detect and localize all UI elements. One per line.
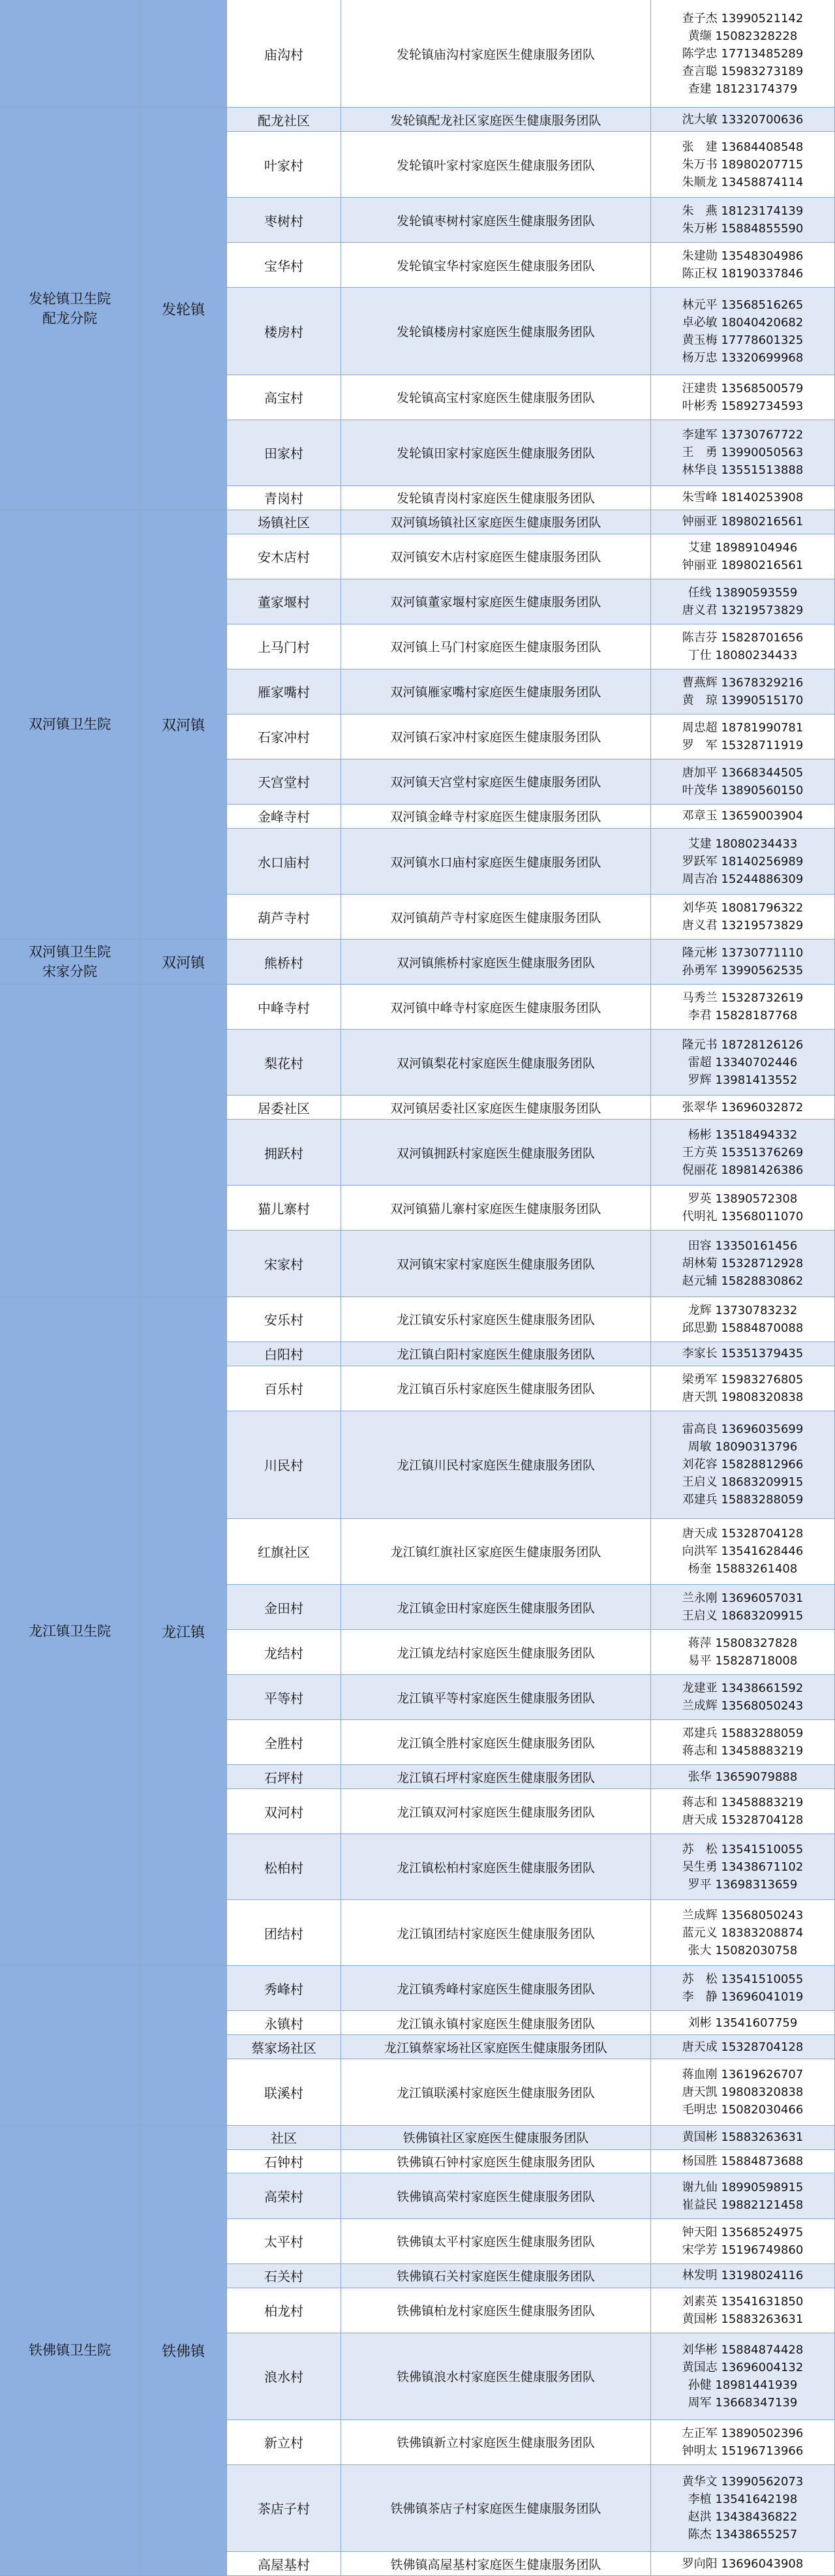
hospital-name-cell [0, 0, 140, 108]
team-members-cell [651, 1030, 835, 1096]
team-members-cell [651, 2059, 835, 2125]
team-member: 吴生勇 13438671102 [682, 1860, 804, 1874]
team-member: 邓建兵 15883288059 [682, 1726, 804, 1741]
team-name-cell: 龙江镇蔡家场社区家庭医生健康服务团队 [341, 2035, 651, 2059]
village-name-cell: 浪水村 [227, 2333, 341, 2420]
team-member: 唐义君 13219573829 [682, 919, 804, 933]
team-member: 谢九仙 18990598915 [682, 2180, 804, 2194]
team-name-cell: 龙江镇金田村家庭医生健康服务团队 [341, 1585, 651, 1630]
team-members-cell [651, 624, 835, 669]
village-name-cell: 安木店村 [227, 534, 341, 579]
hospital-name-cell [0, 1966, 140, 2125]
team-members-cell [651, 1630, 835, 1675]
village-name-cell: 梨花村 [227, 1030, 341, 1096]
team-member: 沈大敏 13320700636 [682, 112, 804, 127]
team-member: 唐天成 15328704128 [682, 2040, 804, 2054]
team-members-cell [651, 1342, 835, 1366]
team-member: 黄玉梅 17778601325 [682, 333, 804, 347]
team-members-cell [651, 759, 835, 805]
team-member: 杨奎 15883261408 [688, 1562, 798, 1576]
team-member: 张翠华 13696032872 [682, 1100, 804, 1114]
team-member: 雷超 13340702446 [688, 1055, 798, 1069]
team-member: 张 建 13684408548 [682, 140, 804, 154]
village-name-cell: 红旗社区 [227, 1519, 341, 1585]
team-member: 唐加平 13668344505 [682, 765, 804, 780]
team-member: 钟丽亚 18980216561 [682, 558, 804, 572]
team-name-cell: 发轮镇叶家村家庭医生健康服务团队 [341, 132, 651, 198]
team-member: 杨万忠 13320699968 [682, 350, 804, 365]
town-name-cell [140, 985, 227, 1296]
team-name-cell: 双河镇葫芦寺村家庭医生健康服务团队 [341, 895, 651, 940]
team-member: 刘花容 15828812966 [682, 1458, 804, 1472]
team-member: 胡林菊 15328712928 [682, 1257, 804, 1271]
team-member: 马秀兰 15328732619 [682, 991, 804, 1005]
team-name-cell: 龙江镇全胜村家庭医生健康服务团队 [341, 1720, 651, 1765]
team-members-cell [651, 1096, 835, 1120]
team-name-cell: 发轮镇楼房村家庭医生健康服务团队 [341, 288, 651, 375]
team-name-cell: 龙江镇双河村家庭医生健康服务团队 [341, 1789, 651, 1834]
team-name-cell: 双河镇雁家嘴村家庭医生健康服务团队 [341, 669, 651, 714]
team-member: 陈吉芬 15828701656 [682, 630, 804, 645]
team-members-cell [651, 2035, 835, 2059]
team-member: 隆元彬 13730771110 [682, 946, 804, 960]
village-name-cell: 庙沟村 [227, 0, 341, 108]
team-members-cell [651, 985, 835, 1030]
village-name-cell: 松柏村 [227, 1834, 341, 1900]
team-member: 蒋血刚 13619626707 [682, 2067, 804, 2081]
team-name-cell: 龙江镇川民村家庭医生健康服务团队 [341, 1411, 651, 1519]
team-member: 查子杰 13990521142 [682, 11, 804, 25]
team-name-cell: 双河镇石家冲村家庭医生健康服务团队 [341, 714, 651, 759]
team-member: 周吉冶 15244886309 [682, 872, 804, 886]
team-name-cell: 龙江镇松柏村家庭医生健康服务团队 [341, 1834, 651, 1900]
team-members-cell [651, 375, 835, 420]
team-member: 林元平 13568516265 [682, 298, 804, 312]
hospital-name-cell: 发轮镇卫生院 配龙分院 [0, 108, 140, 510]
team-name-cell: 龙江镇联溪村家庭医生健康服务团队 [341, 2059, 651, 2125]
village-name-cell: 太平村 [227, 2219, 341, 2264]
team-member: 苏 松 13541510055 [682, 1842, 804, 1856]
team-member: 任线 13890593559 [688, 585, 798, 600]
team-members-cell [651, 1900, 835, 1966]
village-name-cell: 金田村 [227, 1585, 341, 1630]
team-member: 孙健 18981441939 [688, 2378, 798, 2392]
team-members-cell [651, 2219, 835, 2264]
town-name-cell: 双河镇 [140, 940, 227, 985]
team-member: 毛明忠 15082030466 [682, 2102, 804, 2117]
team-members-cell [651, 1585, 835, 1630]
team-member: 陈正权 18190337846 [682, 267, 804, 281]
town-name-cell: 发轮镇 [140, 108, 227, 510]
team-member: 代明礼 13568011070 [682, 1210, 804, 1224]
team-members-cell [651, 669, 835, 714]
team-name-cell: 龙江镇红旗社区家庭医生健康服务团队 [341, 1519, 651, 1585]
team-name-cell: 龙江镇白阳村家庭医生健康服务团队 [341, 1342, 651, 1366]
team-name-cell: 双河镇居委社区家庭医生健康服务团队 [341, 1096, 651, 1120]
team-name-cell: 双河镇中峰寺村家庭医生健康服务团队 [341, 985, 651, 1030]
team-member: 罗辉 13981413552 [688, 1073, 798, 1087]
team-members-cell [651, 2264, 835, 2288]
team-members-cell [651, 420, 835, 486]
team-member: 龙辉 13730783232 [688, 1303, 798, 1317]
village-name-cell: 猫儿寨村 [227, 1186, 341, 1231]
team-member: 倪丽花 18981426386 [682, 1163, 804, 1177]
team-members-cell [651, 2465, 835, 2552]
team-name-cell: 双河镇董家堰村家庭医生健康服务团队 [341, 579, 651, 624]
village-name-cell: 白阳村 [227, 1342, 341, 1366]
team-members-cell [651, 1966, 835, 2011]
team-name-cell: 发轮镇青岗村家庭医生健康服务团队 [341, 486, 651, 510]
team-name-cell: 双河镇宋家村家庭医生健康服务团队 [341, 1231, 651, 1296]
team-name-cell: 双河镇天宫堂村家庭医生健康服务团队 [341, 759, 651, 805]
team-member: 易平 15828718008 [688, 1654, 798, 1668]
village-name-cell: 田家村 [227, 420, 341, 486]
team-members-cell [651, 534, 835, 579]
team-members-cell [651, 510, 835, 534]
village-name-cell: 高屋基村 [227, 2552, 341, 2576]
team-name-cell: 双河镇水口庙村家庭医生健康服务团队 [341, 829, 651, 895]
town-name-cell: 铁佛镇 [140, 2126, 227, 2576]
team-member: 查建 18123174379 [688, 82, 798, 96]
team-member: 罗平 13698313659 [688, 1877, 798, 1892]
team-member: 赵元辅 15828830862 [682, 1274, 804, 1289]
team-member: 隆元书 18728126126 [682, 1037, 804, 1052]
team-members-cell [651, 2333, 835, 2420]
hospital-name-cell: 铁佛镇卫生院 [0, 2126, 140, 2576]
village-name-cell: 中峰寺村 [227, 985, 341, 1030]
team-member: 黄华文 13990562073 [682, 2474, 804, 2489]
village-name-cell: 石钟村 [227, 2150, 341, 2174]
village-name-cell: 场镇社区 [227, 510, 341, 534]
team-member: 孙勇军 13990562535 [682, 964, 804, 978]
team-member: 王方英 15351376269 [682, 1145, 804, 1159]
team-members-cell [651, 1186, 835, 1231]
team-member: 崔益民 19882121458 [682, 2198, 804, 2212]
team-member: 周敏 18090313796 [688, 1440, 798, 1454]
team-member: 艾建 18989104946 [688, 540, 798, 555]
team-member: 黄国彬 15883263631 [682, 2130, 804, 2145]
team-member: 雷高良 13696035699 [682, 1422, 804, 1437]
team-members-cell [651, 1519, 835, 1585]
village-name-cell: 高荣村 [227, 2174, 341, 2219]
village-name-cell: 茶店子村 [227, 2465, 341, 2552]
village-name-cell: 石坪村 [227, 1765, 341, 1789]
team-member: 黄缬 15082328228 [688, 29, 798, 43]
team-member: 李君 15828187768 [688, 1009, 798, 1023]
team-name-cell: 双河镇猫儿寨村家庭医生健康服务团队 [341, 1186, 651, 1231]
town-name-cell [140, 1966, 227, 2125]
team-member: 刘华英 18081796322 [682, 901, 804, 915]
team-name-cell: 双河镇金峰寺村家庭医生健康服务团队 [341, 805, 651, 829]
village-name-cell: 龙结村 [227, 1630, 341, 1675]
village-name-cell: 双河村 [227, 1789, 341, 1834]
team-name-cell: 双河镇梨花村家庭医生健康服务团队 [341, 1030, 651, 1096]
team-members-cell [651, 714, 835, 759]
team-name-cell: 铁佛镇社区家庭医生健康服务团队 [341, 2126, 651, 2150]
team-name-cell: 双河镇场镇社区家庭医生健康服务团队 [341, 510, 651, 534]
team-name-cell: 龙江镇永镇村家庭医生健康服务团队 [341, 2012, 651, 2036]
team-member: 罗 军 15328711919 [682, 738, 804, 752]
team-member: 丁仕 18080234433 [688, 648, 798, 662]
team-name-cell: 龙江镇龙结村家庭医生健康服务团队 [341, 1630, 651, 1675]
team-members-cell [651, 895, 835, 940]
team-members-cell [651, 198, 835, 243]
team-member: 王启义 18683209915 [682, 1475, 804, 1490]
village-name-cell: 百乐村 [227, 1366, 341, 1411]
team-name-cell: 发轮镇庙沟村家庭医生健康服务团队 [341, 0, 651, 108]
team-member: 叶茂华 13890560150 [682, 783, 804, 797]
team-member: 卓必敏 18040420682 [682, 315, 804, 330]
team-member: 汪建贵 13568500579 [682, 381, 804, 395]
village-name-cell: 宝华村 [227, 243, 341, 288]
team-member: 曹燕辉 13678329216 [682, 675, 804, 690]
team-member: 左正军 13890502396 [682, 2426, 804, 2440]
team-member: 黄 琼 13990515170 [682, 693, 804, 707]
team-member: 邓建兵 15883288059 [682, 1493, 804, 1507]
team-name-cell: 发轮镇高宝村家庭医生健康服务团队 [341, 375, 651, 420]
team-member: 李 静 13696041019 [682, 1990, 804, 2004]
team-name-cell: 双河镇拥跃村家庭医生健康服务团队 [341, 1120, 651, 1186]
team-name-cell: 发轮镇配龙社区家庭医生健康服务团队 [341, 108, 651, 132]
team-member: 刘华彬 15884874428 [682, 2342, 804, 2357]
team-member: 李建军 13730767722 [682, 428, 804, 442]
village-name-cell: 天宫堂村 [227, 759, 341, 805]
team-member: 罗向阳 13696043908 [682, 2556, 804, 2571]
team-members-cell [651, 2012, 835, 2036]
team-members-cell [651, 1231, 835, 1296]
team-member: 钟明太 15196713966 [682, 2444, 804, 2458]
village-name-cell: 川民村 [227, 1411, 341, 1519]
team-members-cell [651, 2174, 835, 2219]
team-members-cell [651, 2288, 835, 2333]
village-name-cell: 柏龙村 [227, 2288, 341, 2333]
team-members-cell [651, 940, 835, 985]
hospital-name-cell: 龙江镇卫生院 [0, 1297, 140, 1967]
team-name-cell: 铁佛镇石钟村家庭医生健康服务团队 [341, 2150, 651, 2174]
team-member: 朱顺龙 13458874114 [682, 175, 804, 189]
team-member: 蓝元义 18383208874 [682, 1925, 804, 1940]
team-member: 龙建亚 13438661592 [682, 1681, 804, 1696]
team-member: 朱万书 18980207715 [682, 157, 804, 172]
team-member: 赵洪 13438436822 [688, 2509, 798, 2524]
team-member: 田容 13350161456 [688, 1239, 798, 1253]
village-name-cell: 金峰寺村 [227, 805, 341, 829]
town-name-cell: 龙江镇 [140, 1297, 227, 1967]
team-members-cell [651, 1675, 835, 1720]
village-name-cell: 青岗村 [227, 486, 341, 510]
team-member: 张华 13659079888 [688, 1770, 798, 1784]
team-name-cell: 双河镇安木店村家庭医生健康服务团队 [341, 534, 651, 579]
village-name-cell: 上马门村 [227, 624, 341, 669]
village-name-cell: 平等村 [227, 1675, 341, 1720]
team-member: 林发明 13198024116 [682, 2269, 804, 2283]
team-member: 邱思勤 15884870088 [682, 1321, 804, 1335]
team-member: 向洪军 13541628446 [682, 1544, 804, 1559]
team-name-cell: 铁佛镇高屋基村家庭医生健康服务团队 [341, 2552, 651, 2576]
team-members-cell [651, 1411, 835, 1519]
village-name-cell: 秀峰村 [227, 1966, 341, 2011]
team-member: 刘彬 13541607759 [688, 2016, 798, 2030]
team-member: 杨彬 13518494332 [688, 1127, 798, 1142]
team-name-cell: 双河镇上马门村家庭医生健康服务团队 [341, 624, 651, 669]
village-name-cell: 葫芦寺村 [227, 895, 341, 940]
team-members-cell [651, 1720, 835, 1765]
team-member: 林华良 13551513888 [682, 463, 804, 478]
team-member: 蒋志和 13458883219 [682, 1744, 804, 1758]
team-member: 李植 13541642198 [688, 2492, 798, 2506]
team-name-cell: 龙江镇团结村家庭医生健康服务团队 [341, 1900, 651, 1966]
team-members-cell [651, 805, 835, 829]
team-member: 唐天凯 19808320838 [682, 1390, 804, 1404]
team-member: 刘素英 13541631850 [682, 2294, 804, 2308]
team-member: 蒋志和 13458883219 [682, 1796, 804, 1810]
village-name-cell: 雁家嘴村 [227, 669, 341, 714]
team-member: 张大 15082030758 [688, 1943, 798, 1957]
team-members-cell [651, 486, 835, 510]
town-name-cell [140, 0, 227, 108]
team-name-cell: 铁佛镇柏龙村家庭医生健康服务团队 [341, 2288, 651, 2333]
team-members-cell [651, 1297, 835, 1342]
team-member: 李家长 15351379435 [682, 1347, 804, 1361]
team-name-cell: 龙江镇安乐村家庭医生健康服务团队 [341, 1297, 651, 1342]
team-member: 唐义君 13219573829 [682, 603, 804, 617]
team-members-cell [651, 2420, 835, 2465]
team-member: 陈学忠 17713485289 [682, 46, 804, 61]
team-member: 唐天凯 19808320838 [682, 2085, 804, 2099]
team-members-cell [651, 132, 835, 198]
hospital-name-cell [0, 985, 140, 1296]
village-name-cell: 石关村 [227, 2264, 341, 2288]
village-name-cell: 社区 [227, 2126, 341, 2150]
team-name-cell: 发轮镇田家村家庭医生健康服务团队 [341, 420, 651, 486]
village-name-cell: 联溪村 [227, 2059, 341, 2125]
village-name-cell: 水口庙村 [227, 829, 341, 895]
team-member: 陈杰 13438655257 [688, 2527, 798, 2541]
village-name-cell: 新立村 [227, 2420, 341, 2465]
team-members-cell [651, 288, 835, 375]
village-name-cell: 高宝村 [227, 375, 341, 420]
town-name-cell: 双河镇 [140, 510, 227, 940]
team-member: 王 勇 13990050563 [682, 446, 804, 460]
team-member: 兰成辉 13568050243 [682, 1699, 804, 1713]
team-name-cell: 铁佛镇新立村家庭医生健康服务团队 [341, 2420, 651, 2465]
village-name-cell: 永镇村 [227, 2012, 341, 2036]
village-name-cell: 楼房村 [227, 288, 341, 375]
team-members-cell [651, 0, 835, 108]
team-name-cell: 发轮镇宝华村家庭医生健康服务团队 [341, 243, 651, 288]
hospital-name-cell: 双河镇卫生院 宋家分院 [0, 940, 140, 985]
team-members-cell [651, 829, 835, 895]
village-name-cell: 董家堰村 [227, 579, 341, 624]
team-member: 唐天成 15328704128 [682, 1813, 804, 1828]
team-member: 兰永刚 13696057031 [682, 1591, 804, 1606]
village-name-cell: 枣树村 [227, 198, 341, 243]
team-member: 钟天阳 13568524975 [682, 2225, 804, 2239]
village-name-cell: 居委社区 [227, 1096, 341, 1120]
team-name-cell: 铁佛镇石关村家庭医生健康服务团队 [341, 2264, 651, 2288]
team-name-cell: 龙江镇石坪村家庭医生健康服务团队 [341, 1765, 651, 1789]
team-members-cell [651, 2552, 835, 2576]
team-name-cell: 铁佛镇茶店子村家庭医生健康服务团队 [341, 2465, 651, 2552]
team-members-cell [651, 1120, 835, 1186]
team-name-cell: 铁佛镇太平村家庭医生健康服务团队 [341, 2219, 651, 2264]
team-member: 钟丽亚 18980216561 [682, 515, 804, 529]
team-member: 黄国志 13696004132 [682, 2360, 804, 2374]
team-member: 朱 燕 18123174139 [682, 204, 804, 219]
team-members-cell [651, 243, 835, 288]
team-member: 唐天成 15328704128 [682, 1527, 804, 1541]
team-name-cell: 龙江镇百乐村家庭医生健康服务团队 [341, 1366, 651, 1411]
team-member: 兰成辉 13568050243 [682, 1908, 804, 1922]
team-member: 朱雪峰 18140253908 [682, 491, 804, 505]
team-member: 梁勇军 15983276805 [682, 1372, 804, 1387]
team-member: 王启义 18683209915 [682, 1609, 804, 1623]
team-members-cell [651, 2150, 835, 2174]
team-member: 朱建勋 13548304986 [682, 249, 804, 264]
village-name-cell: 宋家村 [227, 1231, 341, 1296]
village-name-cell: 石家冲村 [227, 714, 341, 759]
team-member: 黄国彬 15883263631 [682, 2312, 804, 2326]
team-member: 宋学芳 15196749860 [682, 2243, 804, 2257]
village-name-cell: 安乐村 [227, 1297, 341, 1342]
team-member: 罗跃军 18140256989 [682, 854, 804, 868]
team-member: 蒋萍 15808327828 [688, 1636, 798, 1651]
team-member: 周忠超 18781990781 [682, 720, 804, 735]
team-member: 朱万彬 15884855590 [682, 222, 804, 236]
team-members-cell [651, 1366, 835, 1411]
team-member: 苏 松 13541510055 [682, 1972, 804, 1987]
village-name-cell: 全胜村 [227, 1720, 341, 1765]
team-member: 邓章玉 13659003904 [682, 809, 804, 823]
village-name-cell: 熊桥村 [227, 940, 341, 985]
village-name-cell: 叶家村 [227, 132, 341, 198]
team-members-cell [651, 579, 835, 624]
team-member: 杨国胜 15884873688 [682, 2154, 804, 2168]
village-name-cell: 拥跃村 [227, 1120, 341, 1186]
team-name-cell: 龙江镇秀峰村家庭医生健康服务团队 [341, 1966, 651, 2011]
team-name-cell: 双河镇熊桥村家庭医生健康服务团队 [341, 940, 651, 985]
team-name-cell: 铁佛镇浪水村家庭医生健康服务团队 [341, 2333, 651, 2420]
team-member: 查言聪 15983273189 [682, 64, 804, 78]
village-name-cell: 配龙社区 [227, 108, 341, 132]
team-member: 罗英 13890572308 [688, 1192, 798, 1206]
team-name-cell: 铁佛镇高荣村家庭医生健康服务团队 [341, 2174, 651, 2219]
team-members-cell [651, 1765, 835, 1789]
team-member: 周军 13668347139 [688, 2395, 798, 2410]
team-members-cell [651, 2126, 835, 2150]
team-name-cell: 发轮镇枣树村家庭医生健康服务团队 [341, 198, 651, 243]
hospital-name-cell: 双河镇卫生院 [0, 510, 140, 940]
team-name-cell: 龙江镇平等村家庭医生健康服务团队 [341, 1675, 651, 1720]
team-members-cell [651, 1834, 835, 1900]
village-name-cell: 蔡家场社区 [227, 2035, 341, 2059]
team-member: 艾建 18080234433 [688, 836, 798, 851]
team-members-cell [651, 108, 835, 132]
team-members-cell [651, 1789, 835, 1834]
village-name-cell: 团结村 [227, 1900, 341, 1966]
team-member: 叶彬秀 15892734593 [682, 399, 804, 413]
